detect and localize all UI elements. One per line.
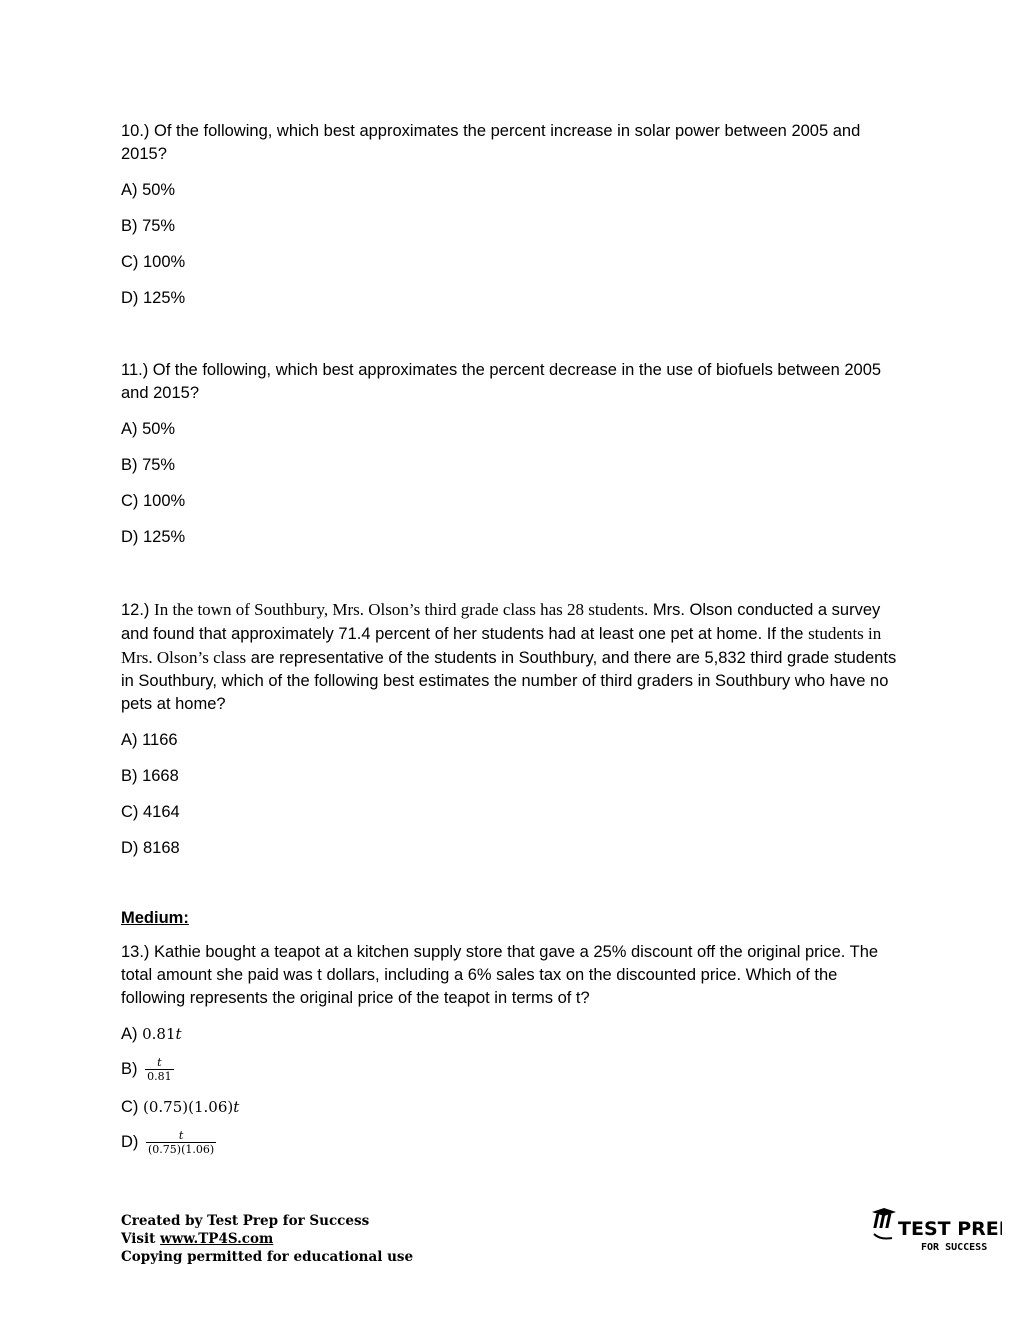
q13-a-expression: 0.81t — [142, 1025, 182, 1043]
q12-part-2: Mrs. Olson conducted a survey and found that approximately 71.4 percent of her students had at least one pet at home. If the — [121, 601, 881, 643]
q13-d-label: D) — [121, 1132, 139, 1151]
q13-d-numerator: t — [178, 1129, 184, 1142]
q13-b-numerator: t — [157, 1056, 162, 1069]
q12-number: 12.) — [121, 601, 150, 619]
q10-option-a: A) 50% — [121, 181, 176, 199]
q13-option-c — [121, 1096, 901, 1119]
question-10-text: 10.) Of the following, which best approximates the percent increase in solar power between 2005 and 2015? — [121, 122, 861, 163]
q11-option-c: C) 100% — [121, 492, 186, 510]
worksheet-content — [121, 120, 901, 1159]
q11-option-a: A) 50% — [121, 420, 176, 438]
q13-c-expression: (0.75)(1.06)t — [143, 1098, 240, 1116]
q12-part-3: students in Mrs. Olson’s class — [121, 624, 882, 667]
svg-text:TEST PREP: TEST PREP — [898, 1218, 1002, 1240]
q11-option-d: D) 125% — [121, 528, 186, 546]
q13-d-denominator: (0.75)(1.06) — [148, 1143, 215, 1156]
q11-option-b: B) 75% — [121, 456, 176, 474]
q12-option-a: A) 1166 — [121, 731, 178, 749]
q13-a-label: A) — [121, 1025, 138, 1043]
q12-option-d: D) 8168 — [121, 839, 180, 857]
footer-credit: Created by Test Prep for Success — [121, 1213, 370, 1229]
footer-visit-line — [121, 1230, 413, 1248]
question-13-text: 13.) Kathie bought a teapot at a kitchen supply store that gave a 25% discount off the original price. The total amount she paid was t dollars, including a 6% sales tax on the discounted price. Which of the following represents the original price of the teapot in terms of t? — [121, 943, 879, 1007]
q13-option-b — [121, 1056, 901, 1086]
q12-option-b: B) 1668 — [121, 767, 179, 785]
q10-option-d: D) 125% — [121, 289, 186, 307]
q13-b-label: B) — [121, 1059, 138, 1078]
q10-option-b: B) 75% — [121, 217, 176, 235]
q12-part-1: In the town of Southbury, Mrs. Olson’s third grade class has 28 students. — [154, 600, 649, 619]
q13-d-fraction — [146, 1129, 216, 1156]
footer-copyright: Copying permitted for educational use — [121, 1249, 414, 1265]
svg-text:FOR SUCCESS: FOR SUCCESS — [921, 1242, 988, 1253]
q13-option-d — [121, 1129, 901, 1159]
graduation-cap-icon — [870, 1206, 1002, 1258]
section-heading: Medium: — [121, 909, 189, 927]
question-12-text — [121, 598, 901, 716]
q10-option-c: C) 100% — [121, 253, 186, 271]
footer-website-link[interactable]: www.TP4S.com — [160, 1231, 274, 1247]
question-11-text: 11.) Of the following, which best approximates the percent decrease in the use of biofuels between 2005 and 2015? — [121, 361, 882, 402]
q12-option-c: C) 4164 — [121, 803, 180, 821]
q13-b-fraction — [145, 1056, 174, 1083]
q13-b-denominator: 0.81 — [147, 1070, 172, 1083]
test-prep-logo — [870, 1206, 1002, 1258]
q13-option-a — [121, 1023, 901, 1046]
footer-visit-label: Visit — [121, 1231, 156, 1247]
q13-c-label: C) — [121, 1098, 139, 1116]
q12-part-4: are representative of the students in Southbury, and there are 5,832 third grade students in Southbury, which of the following best estimates the number of third graders in Southbury who have no pets at home? — [121, 649, 897, 713]
page-footer — [121, 1212, 413, 1266]
